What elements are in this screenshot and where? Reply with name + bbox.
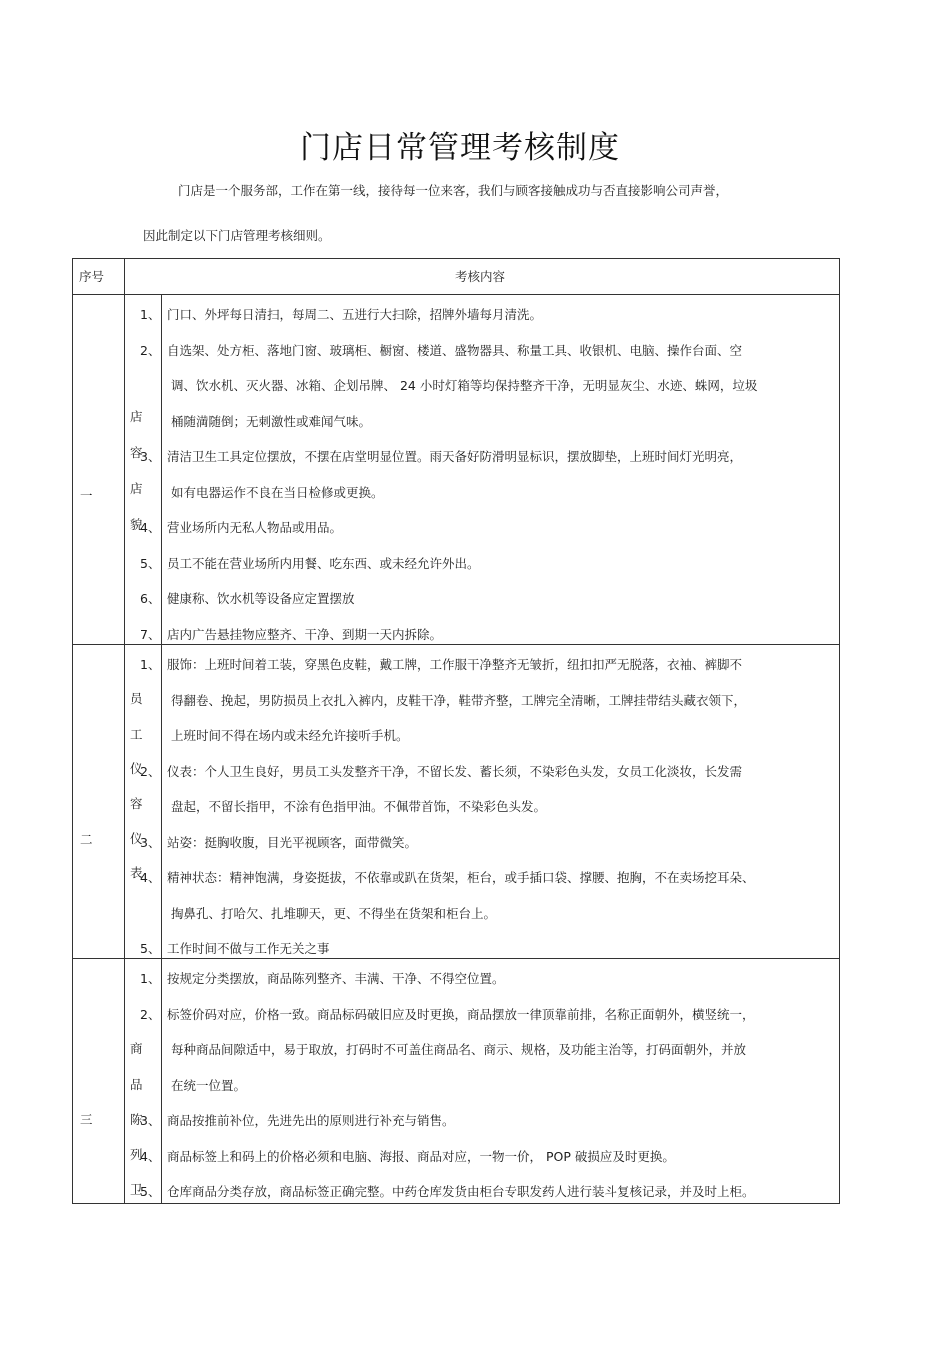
section-divider-1 [72, 644, 840, 645]
table-border-top [72, 258, 840, 259]
category-char: 容 [130, 445, 143, 460]
document-title: 门店日常管理考核制度 [300, 130, 620, 166]
category-char: 工 [130, 727, 143, 742]
section-seq: 三 [80, 1112, 93, 1127]
item-text-line: 自选架、处方柜、落地门窗、玻璃柜、橱窗、楼道、盛物器具、称量工具、收银机、电脑、操作台面、空 [167, 342, 743, 358]
category-char: 貌 [130, 517, 143, 532]
item-number: 4、 [140, 520, 161, 535]
item-text-line: 站姿：挺胸收腹，目光平视顾客，面带微笑。 [167, 834, 418, 850]
category-char: 店 [130, 409, 143, 424]
item-number: 1、 [140, 657, 161, 672]
item-number: 1、 [140, 307, 161, 322]
item-number: 6、 [140, 591, 161, 606]
section-divider-2 [72, 958, 840, 959]
category-char: 陈 [130, 1112, 143, 1127]
category-char: 店 [130, 481, 143, 496]
item-number: 2、 [140, 1006, 161, 1022]
item-number: 5、 [140, 555, 161, 571]
item-text-line: 上班时间不得在场内或未经允许接听手机。 [171, 728, 409, 743]
item-number: 3、 [140, 1113, 161, 1128]
item-text-line: 服饰：上班时间着工装，穿黑色皮鞋，戴工牌，工作服干净整齐无皱折，纽扣扣严无脱落，衣袖、裤脚不 [167, 657, 743, 672]
item-text-line: 清洁卫生工具定位摆放，不摆在店堂明显位置。雨天备好防滑明显标识，摆放脚垫，上班时间灯光明亮， [167, 449, 743, 464]
item-number: 3、 [140, 449, 161, 464]
item-number: 4、 [140, 870, 161, 885]
item-text-line: 盘起，不留长指甲，不涂有色指甲油。不佩带首饰，不染彩色头发。 [171, 799, 547, 814]
item-text-line: 调、饮水机、灭火器、冰箱、企划吊牌、 24 小时灯箱等均保持整齐干净，无明显灰尘、水迹、蛛网，垃圾 [171, 378, 758, 393]
item-text-line: 仓库商品分类存放，商品标签正确完整。中药仓库发货由柜台专职发药人进行装斗复核记录，并及时上柜。 [167, 1184, 755, 1199]
item-text-line: 仪表：个人卫生良好，男员工头发整齐干净，不留长发、蓄长须，不染彩色头发，女员工化淡妆，长发需 [167, 763, 743, 779]
intro-line-2: 因此制定以下门店管理考核细则。 [143, 228, 331, 243]
item-text-line: 商品标签上和码上的价格必须和电脑、海报、商品对应，一物一价， POP 破损应及时更换。 [167, 1148, 675, 1164]
number-column-divider [161, 294, 162, 1204]
assessment-table [72, 258, 840, 1204]
category-char: 员 [130, 691, 143, 706]
item-text-line: 标签价码对应，价格一致。商品标码破旧应及时更换，商品摆放一律顶靠前排，名称正面朝外，横竖统一， [167, 1006, 755, 1022]
item-number: 2、 [140, 763, 161, 779]
intro-line-1: 门店是一个服务部，工作在第一线，接待每一位来客，我们与顾客接触成功与否直接影响公司声誉， [178, 183, 729, 198]
item-number: 1、 [140, 971, 161, 986]
item-number: 4、 [140, 1148, 161, 1164]
item-text-line: 店内广告悬挂物应整齐、干净、到期一天内拆除。 [167, 626, 443, 642]
table-border-right [839, 258, 840, 1204]
item-text-line: 如有电器运作不良在当日检修或更换。 [171, 484, 384, 500]
item-text-line: 工作时间不做与工作无关之事 [167, 941, 330, 956]
item-text-line: 精神状态：精神饱满，身姿挺拔，不依靠或趴在货架，柜台，或手插口袋、撑腰、抱胸，不在卖场挖耳朵、 [167, 870, 755, 885]
item-text-line: 商品按推前补位，先进先出的原则进行补充与销售。 [167, 1113, 455, 1128]
header-seq: 序号 [79, 269, 105, 284]
item-number: 5、 [140, 941, 161, 956]
category-char: 品 [130, 1077, 143, 1092]
category-char: 表 [130, 865, 143, 880]
item-number: 5、 [140, 1184, 161, 1199]
item-text-line: 健康称、饮水机等设备应定置摆放 [167, 591, 355, 606]
item-text-line: 按规定分类摆放，商品陈列整齐、丰满、干净、不得空位置。 [167, 971, 505, 986]
item-text-line: 得翻卷、挽起，男防损员上衣扎入裤内，皮鞋干净，鞋带齐整，工牌完全清晰，工牌挂带结头藏衣领下， [171, 692, 747, 708]
category-char: 卫 [130, 1182, 143, 1197]
item-number: 7、 [140, 626, 161, 642]
item-text-line: 掏鼻孔、打哈欠、扎堆聊天，更、不得坐在货架和柜台上。 [171, 905, 497, 921]
item-text-line: 营业场所内无私人物品或用品。 [167, 520, 343, 535]
category-char: 仪 [130, 761, 143, 776]
table-border-bottom [72, 1203, 840, 1204]
item-number: 2、 [140, 342, 161, 358]
category-char: 容 [130, 796, 143, 811]
item-text-line: 门口、外坪每日清扫，每周二、五进行大扫除，招牌外墙每月清洗。 [167, 307, 543, 322]
header-divider [72, 294, 840, 295]
section-seq: 二 [80, 832, 93, 847]
item-text-line: 桶随満随倒；无刺激性或难闻气味。 [171, 413, 372, 429]
category-char: 列 [130, 1147, 143, 1162]
section-seq: 一 [80, 488, 93, 503]
category-char: 仪 [130, 831, 143, 846]
category-char: 商 [130, 1041, 143, 1056]
item-text-line: 每种商品间隙适中，易于取放，打码时不可盖住商品名、商示、规格，及功能主治等，打码面朝外，并放 [171, 1042, 747, 1057]
header-content: 考核内容 [455, 269, 506, 284]
table-border-left [72, 258, 73, 1204]
item-text-line: 员工不能在营业场所内用餐、吃东西、或未经允许外出。 [167, 555, 480, 571]
table-column-divider [124, 258, 125, 1204]
item-text-line: 在统一位置。 [171, 1077, 247, 1093]
item-number: 3、 [140, 834, 161, 850]
